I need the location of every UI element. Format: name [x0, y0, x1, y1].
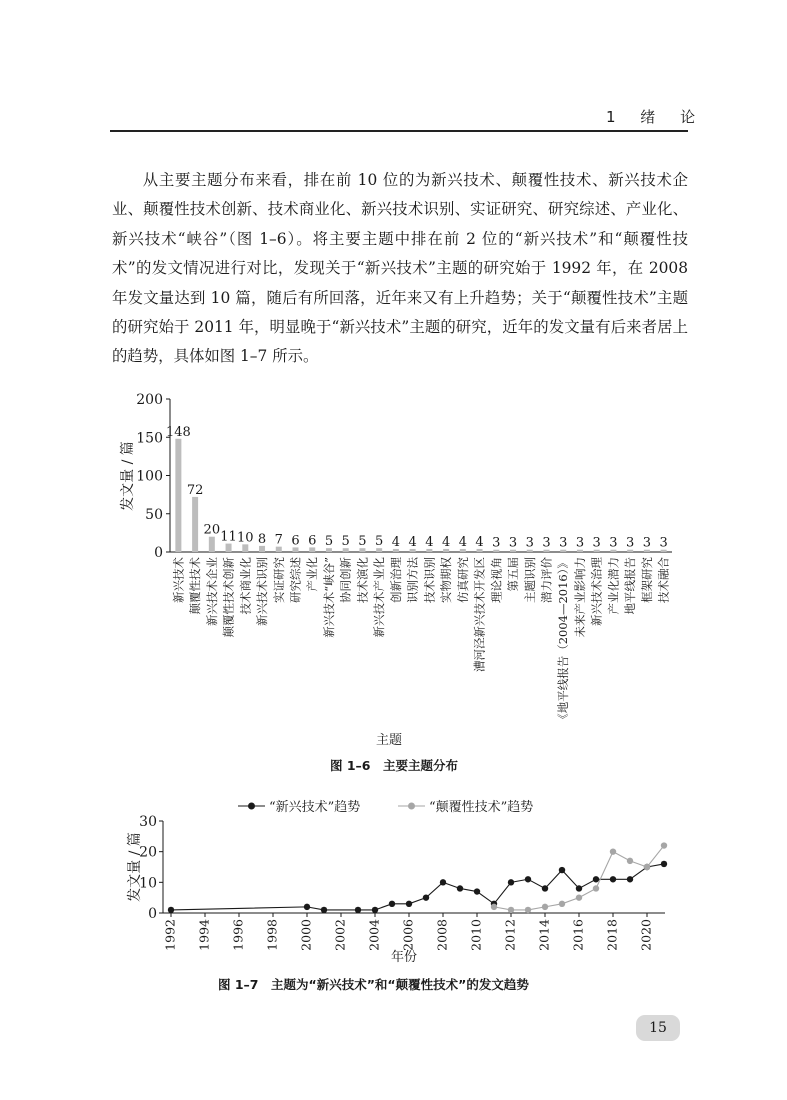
chart1-data-label: 7: [274, 532, 283, 548]
chart1-category-label: 仿真研究: [455, 557, 470, 603]
chart1-data-label: 3: [508, 535, 518, 551]
chart1-data-label: 4: [425, 534, 434, 550]
chart1-category-label: 新兴技术产业化: [372, 557, 387, 638]
legend-marker-disruptive: [408, 803, 415, 810]
chart1-data-label: 148: [165, 424, 191, 440]
chart1-bar: [209, 537, 215, 552]
chart1-data-label: 4: [408, 534, 417, 550]
chart1-category-label: 技术商业化: [238, 557, 253, 615]
trend-line-chart: [0, 792, 787, 970]
chart1-category-label: 潜力评价: [539, 557, 554, 603]
chart1-category-label: 漕河泾新兴技术开发区: [472, 557, 487, 672]
chart2-point-0: [389, 901, 395, 907]
chart1-bar: [175, 439, 181, 552]
chart1-category-label: 新兴技术治理: [589, 557, 604, 626]
chart2-x-tick-label: 2006: [400, 919, 416, 951]
chart1-data-label: 4: [458, 534, 467, 550]
page-number: 15: [636, 1015, 680, 1041]
chart1-data-label: 3: [525, 535, 534, 551]
chart2-point-0: [576, 885, 582, 891]
topic-distribution-chart: [0, 380, 787, 755]
chart1-category-label: 新兴技术企业: [204, 557, 219, 626]
chart1-category-label: 识别方法: [405, 557, 420, 603]
chart1-data-label: 5: [375, 534, 384, 550]
chart2-point-1: [644, 864, 650, 870]
chart1-data-label: 8: [257, 531, 267, 547]
chart2-point-0: [525, 876, 531, 882]
chart1-y-tick-label: 100: [136, 468, 163, 485]
chart1-category-label: 产业化潜力: [606, 557, 621, 615]
chart2-point-1: [491, 904, 497, 910]
chart1-category-label: 实物期权: [439, 557, 454, 603]
chart2-y-tick-label: 30: [139, 814, 157, 830]
chart2-point-1: [525, 907, 531, 913]
chart1-category-label: 《地平线报告（2004—2016）》: [556, 557, 571, 725]
chart2-point-0: [372, 907, 378, 913]
chart1-data-label: 5: [341, 534, 350, 550]
chart2-x-tick-label: 2002: [332, 919, 348, 951]
chart1-data-label: 6: [308, 533, 317, 549]
legend-label-disruptive: “颠覆性技术”趋势: [429, 800, 534, 815]
chart2-x-tick-label: 2016: [570, 919, 586, 951]
chart1-category-label: 技术融合: [656, 557, 671, 603]
figure6-caption: 图 1–6 主要主题分布: [330, 758, 458, 773]
chart1-category-label: 新兴技术识别: [255, 557, 270, 626]
chart1-data-label: 3: [609, 535, 618, 551]
chart2-point-0: [304, 904, 310, 910]
chart1-bar: [242, 544, 248, 552]
chart2-x-tick-label: 1992: [162, 919, 178, 951]
chart2-point-0: [627, 876, 633, 882]
chart2-point-0: [440, 879, 446, 885]
chart2-x-tick-label: 2004: [366, 919, 382, 951]
chart2-x-tick-label: 1998: [264, 919, 280, 951]
chart2-x-tick-label: 2000: [298, 919, 314, 951]
body-paragraph: 从主要主题分布来看，排在前 10 位的为新兴技术、颠覆性技术、新兴技术企业、颠覆性技术创新、技术商业化、新兴技术识别、实证研究、研究综述、产业化、新兴技术“峡谷”（图 1–6）。将主要主题中排在前 2 位的“新兴技术”和“颠覆性技术”的发文情况进行对比，发现关于“新兴技术”主题的研究始于 1992 年，在 2008 年发文量达到 10 篇，随后有所回落，近年来又有上升趋势；关于“颠覆性技术”主题的研究始于 2011 年，明显晚于“新兴技术”主题的研究，近年的发文量有后来者居上的趋势，具体如图 1–7 所示。: [112, 171, 688, 366]
chart1-category-label: 框架研究: [639, 557, 654, 603]
chart1-category-label: 技术识别: [422, 557, 437, 603]
chart1-category-label: 地平线报告: [623, 557, 638, 615]
chart2-point-1: [661, 842, 667, 848]
chart2-point-1: [576, 894, 582, 900]
chart1-category-label: 研究综述: [288, 557, 303, 603]
chart2-x-tick-label: 1996: [230, 919, 246, 951]
chart2-point-1: [559, 901, 565, 907]
chart2-y-tick-label: 0: [148, 906, 157, 922]
chart2-x-tick-label: 2018: [604, 919, 620, 951]
chart1-y-tick-label: 50: [145, 506, 163, 523]
chart1-data-label: 3: [575, 535, 585, 551]
chart2-y-label: 发文量 / 篇: [127, 832, 143, 902]
chart2-point-0: [321, 907, 327, 913]
chart1-bar: [226, 544, 232, 552]
chart2-x-label: 年份: [390, 950, 418, 965]
legend-marker-emerging: [248, 803, 255, 810]
chart1-y-label: 发文量 / 篇: [120, 441, 136, 511]
chart2-x-tick-label: 2020: [638, 919, 654, 951]
chart2-point-0: [474, 888, 480, 894]
chart1-category-label: 未来产业影响力: [572, 557, 587, 638]
chart1-data-label: 4: [441, 534, 451, 550]
chart2-point-1: [542, 904, 548, 910]
chart1-data-label: 4: [391, 534, 401, 550]
chart1-data-label: 11: [220, 529, 237, 545]
chart1-data-label: 20: [203, 522, 221, 538]
chart1-y-tick-label: 0: [154, 545, 163, 561]
chart2-point-0: [610, 876, 616, 882]
chart2-point-1: [593, 885, 599, 891]
chart1-x-label: 主题: [375, 733, 403, 748]
chart2-y-tick-label: 20: [139, 844, 157, 861]
chart1-bar: [192, 497, 198, 552]
chart2-point-0: [457, 885, 463, 891]
chart1-data-label: 3: [492, 535, 501, 551]
chart1-category-label: 协同创新: [338, 557, 353, 603]
chart1-data-label: 3: [626, 535, 635, 551]
chart2-point-0: [559, 867, 565, 873]
chart1-category-label: 技术演化: [355, 557, 370, 603]
chart2-point-0: [355, 907, 361, 913]
chart2-point-0: [406, 901, 412, 907]
chart2-y-tick-label: 10: [139, 875, 157, 892]
chart1-data-label: 4: [475, 534, 484, 550]
chart1-data-label: 3: [642, 535, 652, 551]
chart1-data-label: 3: [659, 535, 668, 551]
chapter-header: 1 绪 论: [606, 108, 706, 126]
chart1-data-label: 10: [237, 530, 254, 546]
chart1-data-label: 72: [186, 482, 204, 498]
chart1-data-label: 3: [559, 535, 568, 551]
chart1-category-label: 主题识别: [522, 557, 537, 603]
chart1-category-label: 实证研究: [271, 557, 286, 603]
chart2-point-0: [661, 861, 667, 867]
chart1-category-label: 第五届: [506, 557, 521, 592]
chart1-data-label: 6: [291, 533, 300, 549]
chart2-x-tick-label: 2014: [536, 919, 552, 951]
chart2-point-1: [627, 858, 633, 864]
chart1-category-label: 创新治理: [388, 557, 403, 603]
chart2-point-0: [423, 894, 429, 900]
legend-label-emerging: “新兴技术”趋势: [269, 800, 361, 815]
chart1-category-label: 理论视角: [489, 557, 504, 603]
chart1-category-label: 颠覆性技术: [188, 557, 203, 615]
chart1-category-label: 产业化: [305, 557, 320, 592]
chart2-point-0: [168, 907, 174, 913]
chart1-data-label: 5: [358, 534, 367, 550]
header-rule: [110, 130, 688, 132]
chart2-legend: [238, 799, 533, 815]
chart2-x-tick-label: 2012: [502, 919, 518, 951]
chart2-x-tick-label: 2008: [434, 919, 450, 951]
chart1-y-tick-label: 150: [136, 430, 163, 447]
chart1-category-label: 新兴技术: [171, 557, 186, 603]
chart2-x-tick-label: 2010: [468, 919, 484, 951]
chart1-data-label: 3: [542, 535, 551, 551]
chart1-y-tick-label: 200: [136, 392, 163, 408]
figure7-caption: 图 1–7 主题为“新兴技术”和“颠覆性技术”的发文趋势: [218, 977, 529, 992]
chart1-category-label: 颠覆性技术创新: [221, 557, 236, 638]
chart1-category-label: 新兴技术“峡谷”: [321, 557, 336, 638]
chart2-x-tick-label: 1994: [196, 919, 212, 951]
chart2-point-1: [508, 907, 514, 913]
chart2-point-0: [593, 876, 599, 882]
chart2-point-0: [508, 879, 514, 885]
chart1-data-label: 5: [324, 534, 334, 550]
chart1-data-label: 3: [592, 535, 601, 551]
chart2-point-0: [542, 885, 548, 891]
chart2-series-line-0: [171, 864, 664, 910]
chart2-point-1: [610, 848, 616, 854]
